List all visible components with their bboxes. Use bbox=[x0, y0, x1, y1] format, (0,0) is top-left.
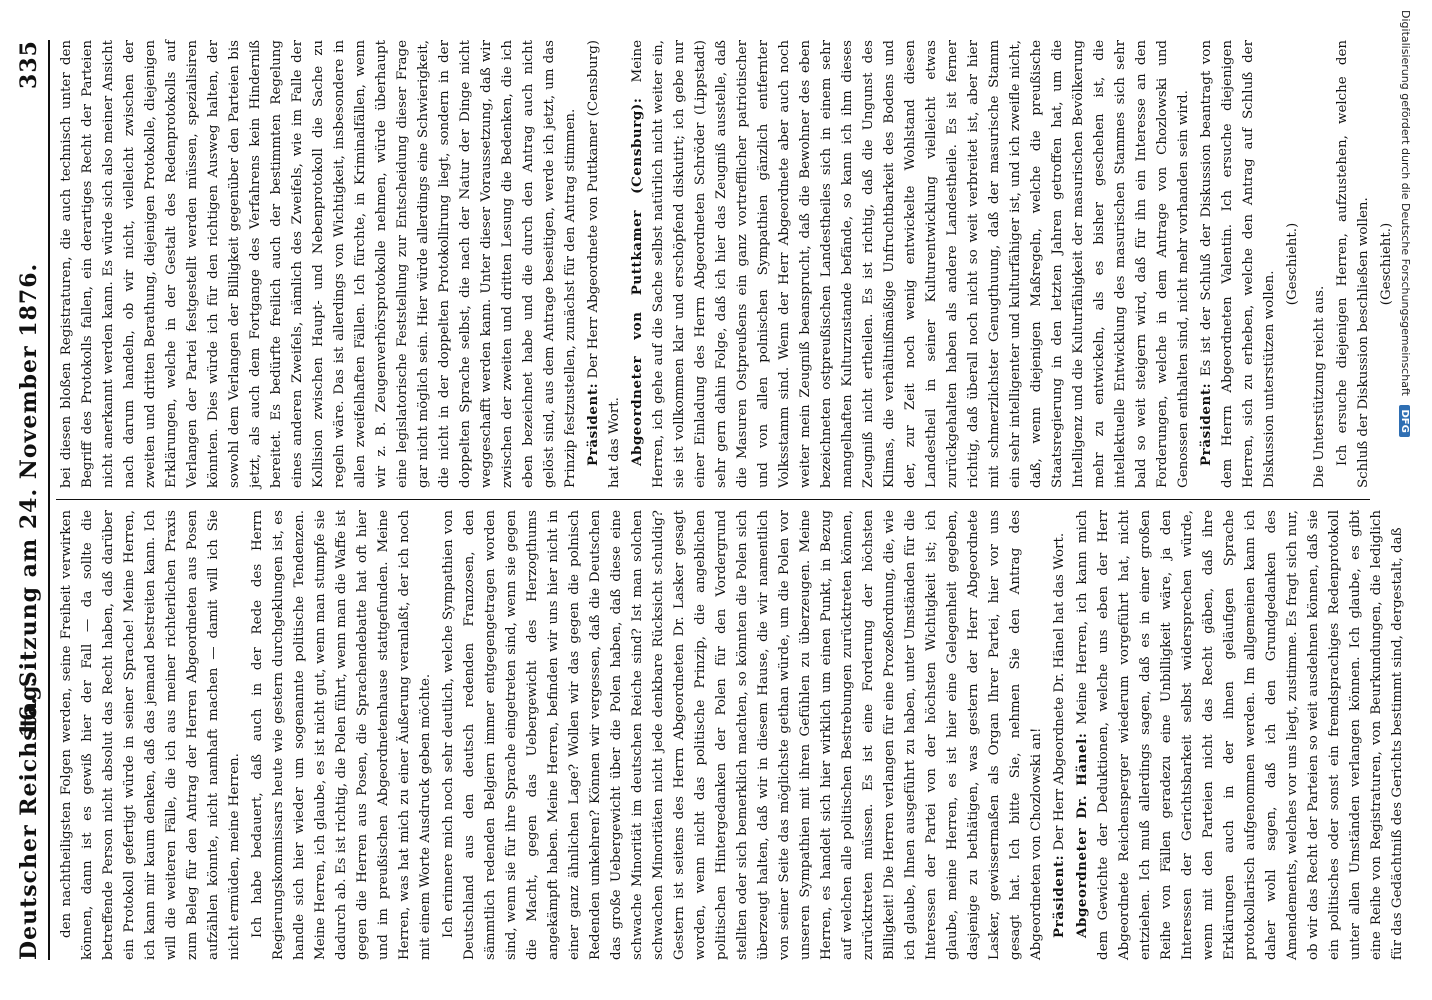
speech-text: Es ist der Schluß der Diskussion beantragt von dem Herrn Abgeordneten Valentin. Ich ersuche diejenigen Herren, sich zu erheben, welche den Antrag auf Schluß der Diskussion unterstützen wollen. bbox=[1199, 40, 1277, 488]
header-publication: Deutscher Reichstag. bbox=[16, 675, 42, 960]
text-paragraph: Ich erinnere mich noch sehr deutlich, welche Sympathien von Deutschland aus den deutsch redenden Franzosen, den sämmtlich redenden Belgiern immer entgegengetragen worden sind, wenn sie für ihre Sprache eingetreten sind, wenn sie gegen die Macht, gegen das Uebergewicht des Herzogthums angekämpft haben. Meine Herren, befinden wir uns hier nicht in einer ganz ähnlichen Lage? Wollen wir das gegen die polnisch Redenden umkehren? Können wir vergessen, daß die Deutschen das große Uebergewicht über die Polen haben, daß diese eine schwache Minorität im deutschen Reiche sind? Ist man solchen schwachen Minoritäten nicht jede denkbare Rücksicht schuldig? Gestern ist seitens des Herrn Abgeordneten Dr. Lasker gesagt worden, wenn nicht das politische Prinzip, die angeblichen politischen Hintergedanken der Polen für den Vordergrund stellten oder sich bemerklich machten, so könnten die Polen sich überzeugt halten, daß wir in diesem Hause, die wir namentlich von seiner Seite das möglichste gethan würde, um die Polen vor unseren Sympathien mit ihren Gefühlen zu überzeugen. Meine Herren, es handelt sich hier wirklich um einen Punkt, in Bezug auf welchen alle politischen Bestrebungen zurücktreten können, zurücktreten müssen. Es ist eine Forderung der höchsten Billigkeit! Die Herren verlangen für eine Prozeßordnung, die, wie ich glaube, Ihnen ausgeführt zu haben, unter Umständen für die Interessen der Partei von der höchsten Wichtigkeit ist; ich glaube, meine Herren, es ist hier eine Gelegenheit gegeben, dasjenige zu bethätigen, was gestern der Herr Abgeordnete Lasker, gewissermaßen als Organ Ihrer Partei, hier vor uns gesagt hat. Ich bitte Sie, nehmen Sie den Antrag des Abgeordneten von Chozlowski an! bbox=[441, 510, 1044, 960]
speech-paragraph bbox=[627, 40, 1194, 488]
stage-direction: (Geschieht.) bbox=[1285, 222, 1300, 306]
speaker-name: Abgeordneter von Puttkamer (Censburg): bbox=[629, 97, 645, 466]
text-paragraph: Die Unterstützung reicht aus. bbox=[1312, 285, 1327, 488]
speaker-name: Präsident: bbox=[1051, 854, 1067, 938]
page-header bbox=[12, 40, 50, 960]
speech-paragraph bbox=[1049, 510, 1070, 960]
column-divider bbox=[56, 499, 1370, 500]
right-column bbox=[56, 40, 1394, 488]
stage-direction: (Geschieht.) bbox=[1379, 222, 1394, 306]
speech-paragraph bbox=[1072, 510, 1408, 960]
watermark-text: Digitalisierung gefördert durch die Deutsche Forschungsgemeinschaft bbox=[1399, 10, 1412, 396]
digitization-watermark bbox=[1392, 0, 1412, 1000]
speech-text: Der Herr Abgeordnete von Puttkamer (Censburg) hat das Wort. bbox=[586, 40, 622, 488]
text-paragraph: bei diesen bloßen Registraturen, die auch technisch unter den Begriff des Protokolls fallen, ein derartiges Recht der Parteien nicht anerkannt werden kann. Es würde sich also meiner Ansicht nach darum handeln, ob wir nicht, vielleicht zwischen der zweiten und dritten Berathung, diejenigen Protokolle, diejenigen Erklärungen, welche in der Gestalt des Redenprotokolls auf Verlangen der Partei festgestellt werden müssen, spezialisiren könnten. Dies würde ich für den richtigen Ausweg halten, der sowohl dem Verlangen der Billigkeit gegenüber den Parteien bis jetzt, als auch dem Fortgange des Verfahrens kein Hinderniß bereitet. Es bedürfte freilich auch der bestimmten Regelung eines anderen Zweifels, nämlich des Zweifels, wie im Falle der Kollision zwischen Haupt- und Nebenprotokoll die Sache zu regeln wäre. Das ist allerdings von Wichtigkeit, insbesondere in allen zweifelhaften Fällen. Ich fürchte, in Kriminalfällen, wenn wir z. B. Zeugenverhörsprotokolle nehmen, würde überhaupt eine legislatorische Feststellung zur Entscheidung dieser Frage gar nicht möglich sein. Hier würde allerdings eine Schwierigkeit, die nicht in der doppelten Protokollirung liegt, sondern in der doppelten Sprache selbst, die nach der Natur der Dinge nicht weggeschafft werden kann. Unter dieser Voraussetzung, daß wir zwischen der zweiten und dritten Lesung die Bedenken, die ich eben bezeichnet habe und die durch den Antrag auch nicht gelöst sind, aus dem Antrage beseitigen, werde ich jetzt, um das Prinzip festzustellen, zunächst für den Antrag stimmen. bbox=[59, 40, 578, 488]
speech-text: Meine Herren, ich kann mich dem Gewichte der Deduktionen, welche uns eben der Herr Abgeordnete Reichensperger wiederum vorgeführt hat, nicht entziehen. Ich muß allerdings sagen, daß es in einer großen Reihe von Fällen geradezu eine Unbilligkeit wäre, ja den Interessen der Gerichtsbarkeit selbst widersprechen würde, wenn mit den Parteien nicht das Recht gäben, daß ihre Erklärungen auch in der ihnen geläufigen Sprache protokollarisch aufgenommen werden. Im allgemeinen kann ich daher wohl sagen, daß ich den Grundgedanken des Amendements, welches vor uns liegt, zustimme. Es fragt sich nur, ob wir das Recht der Parteien so weit ausdehnen können, daß sie ein politisches oder sonst ein fremdsprachiges Redenprotokoll unter allen Umständen verlangen können. Ich glaube, es gibt eine Reihe von Registraturen, von Beurkundungen, die lediglich für das Gedächtniß des Gerichts bestimmt sind, dergestalt, daß bbox=[1075, 510, 1405, 960]
speech-paragraph bbox=[583, 40, 625, 488]
speech-paragraph bbox=[1196, 40, 1280, 488]
text-paragraph: den nachtheiligsten Folgen werden, seine Freiheit verwirken können, dann ist es gewiß hier der Fall — da sollte die betreffende Person nicht absolut das Recht haben, daß darüber ein Protokoll gefertigt würde in seiner Sprache! Meine Herren, ich kann mir kaum denken, daß das jemand bestreiten kann. Ich will die weiteren Fälle, die ich aus meiner richterlichen Praxis zum Beleg für den Antrag der Herren Abgeordneten aus Posen aufzählen könnte, nicht namhaft machen — damit will ich Sie nicht ermüden, meine Herren. bbox=[59, 510, 242, 960]
header-session: 16. Sitzung am 24. November 1876. bbox=[16, 262, 42, 738]
speaker-name: Abgeordneter Dr. Hänel: bbox=[1074, 732, 1090, 938]
speech-text: Der Herr Abgeordnete Dr. Hänel hat das Wort. bbox=[1052, 532, 1067, 851]
speaker-name: Präsident: bbox=[1198, 382, 1214, 466]
text-paragraph: Ich ersuche diejenigen Herren, aufzustehen, welche den Schluß der Diskussion beschließen wollen. bbox=[1335, 40, 1371, 488]
left-column bbox=[56, 510, 1405, 960]
dfg-logo: DFG bbox=[1399, 405, 1410, 436]
speaker-name: Präsident: bbox=[585, 382, 601, 466]
text-paragraph: Ich habe bedauert, daß auch in der Rede des Herrn Regierungskommissars heute wie gestern durchgeklungen ist, es handle sich hier wieder um sogenannte politische Tendenzen. Meine Herren, ich glaube, es ist nicht gut, wenn man stumpfe sie dadurch ab. Es ist richtig, die Polen führt, wenn man die Waffe ist gegen die Herren aus Posen, die Sprachendebatte hat oft hier und im preußischen Abgeordnetenhause stattgefunden. Meine Herren, was hat mich zu einer Äußerung veranlaßt, der ich noch mit einem Worte Ausdruck geben möchte. bbox=[250, 510, 433, 960]
page-number: 335 bbox=[16, 40, 42, 89]
speech-text: Meine Herren, ich gehe auf die Sache selbst natürlich nicht weiter ein, sie ist vollkommen klar und erschöpfend diskutirt; ich gebe nur einer Einladung des Herrn Abgeordneten Schröder (Lippstadt) sehr gern dahin Folge, daß ich hier das Zeugniß ausstelle, daß die Masuren Ostpreußens ein ganz vortrefflicher patriotischer und von allen polnischen Sympathien gänzlich entfernter Volksstamm sind. Wenn der Herr Abgeordnete aber auch noch weiter mein Zeugniß beansprucht, daß die Bewohner des eben bezeichneten ostpreußischen Landestheiles sich in einem sehr mangelhaften Kulturzustande befände, so kann ich ihm dieses Zeugniß nicht ertheilen. Es ist richtig, daß die Ungunst des Klimas, die verhältnißmäßige Unfruchtbarkeit des Bodens und der, zur Zeit noch wenig entwickelte Wohlstand diesen Landestheil in seiner Kulturentwicklung vielleicht etwas zurückgehalten haben als andere Landestheile. Es ist ferner richtig, daß überall noch nicht so weit verbreitet ist, aber hier mit schmerzlichster Genugthuung, daß der masurische Stamm ein sehr intelligenter und kulturfähiger ist, und ich zweifle nicht, daß, wenn diejenigen Maßregeln, welche die preußische Staatsregierung in den letzten Jahren getroffen hat, um die Intelligenz und die Kulturfähigkeit der masurischen Bevölkerung mehr zu entwickeln, als es bisher geschehen ist, die intellektuelle Entwicklung des masurischen Stammes sich sehr bald so weit steigern wird, daß für ihn ein Interesse an den Forderungen, welche in dem Antrage von Chozlowski und Genossen enthalten sind, nicht mehr vorhanden sein wird. bbox=[630, 40, 1191, 488]
